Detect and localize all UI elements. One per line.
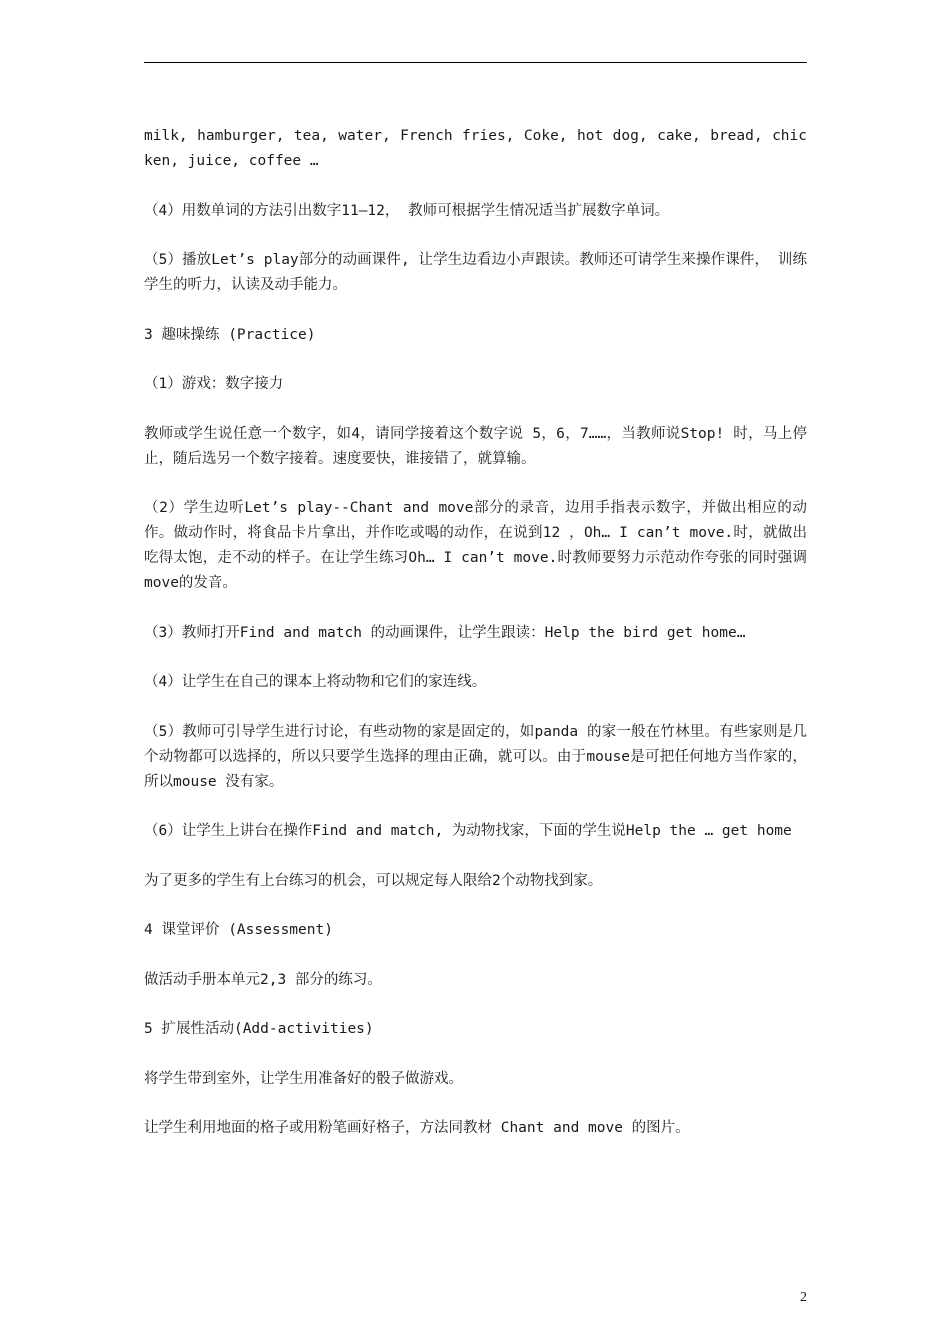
practice-6-podium: （6）让学生上讲台在操作Find and match, 为动物找家，下面的学生说Help the … get home [144, 823, 792, 839]
section-4-heading: 4 课堂评价 (Assessment) [144, 922, 333, 938]
page-number: 2 [800, 1290, 807, 1305]
section-5-heading: 5 扩展性活动(Add-activities) [144, 1021, 374, 1037]
step-4-numbers: （4）用数单词的方法引出数字11—12， 教师可根据学生情况适当扩展数字单词。 [144, 202, 670, 219]
activity-grid: 让学生利用地面的格子或用粉笔画好格子，方法同教材 Chant and move 的图片。 [144, 1120, 690, 1136]
practice-5-discussion: （5）教师可引导学生进行讨论，有些动物的家是固定的，如panda 的家一般在竹林里。有些家则是几个动物都可以选择的，所以只要学生选择的理由正确，就可以。由于mouse是可把任何地方当作家的，所以mouse 没有家。 [144, 723, 807, 790]
section-3-heading: 3 趣味操练 (Practice) [144, 326, 316, 343]
number-relay-description: 教师或学生说任意一个数字，如4，请同学接着这个数字说 5，6，7……，当教师说Stop! 时，马上停止，随后选另一个数字接着。速度要快，谁接错了，就算输。 [144, 425, 807, 467]
practice-1-game: （1）游戏：数字接力 [144, 376, 284, 392]
practice-2-chant: （2）学生边听Let’s play--Chant and move部分的录音，边用手指表示数字，并做出相应的动作。做动作时，将食品卡片拿出，并作吃或喝的动作，在说到12 ，Oh… I can’t move.时，就做出吃得太饱，走不动的样子。在让学生练习Oh… I can’t move.时教师要努力示范动作夸张的同时强调move的发音。 [144, 500, 807, 591]
practice-4-connect: （4）让学生在自己的课本上将动物和它们的家连线。 [144, 674, 487, 690]
food-word-list: milk, hamburger, tea, water, French fries, Coke, hot dog, cake, bread, chicken, juice, coffee … [144, 128, 807, 169]
activity-outdoor: 将学生带到室外，让学生用准备好的骰子做游戏。 [144, 1070, 463, 1087]
assessment-text: 做活动手册本单元2,3 部分的练习。 [144, 971, 382, 988]
document-body [144, 124, 807, 1166]
step-5-lets-play: （5）播放Let’s play部分的动画课件, 让学生边看边小声跟读。教师还可请学生来操作课件， 训练学生的听力，认读及动手能力。 [144, 252, 807, 293]
header-rule [144, 62, 807, 63]
practice-note: 为了更多的学生有上台练习的机会，可以规定每人限给2个动物找到家。 [144, 872, 603, 889]
practice-3-find-match: （3）教师打开Find and match 的动画课件，让学生跟读：Help the bird get home… [144, 624, 746, 641]
